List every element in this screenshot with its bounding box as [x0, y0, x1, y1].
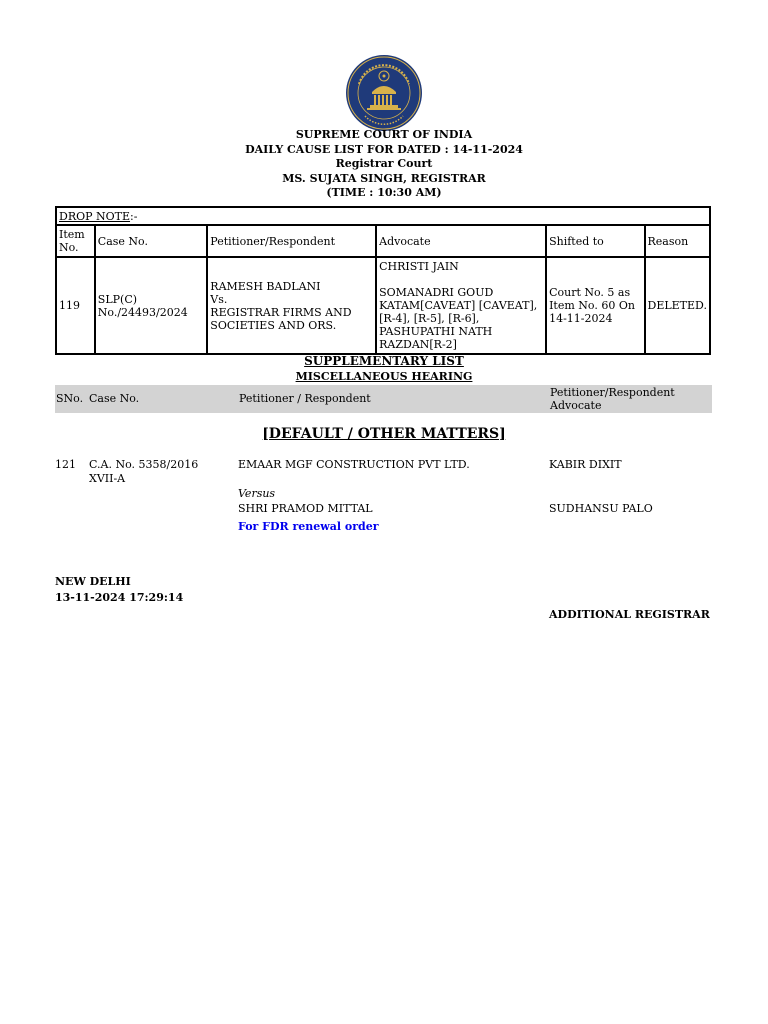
reason-cell: DELETED.: [645, 257, 711, 354]
drop-note-table: [55, 206, 711, 355]
item-case-no: C.A. No. 5358/2016 XVII-A: [89, 458, 199, 485]
list-title: DAILY CAUSE LIST FOR DATED : 14-11-2024: [245, 142, 523, 156]
col-advocate: Petitioner/Respondent Advocate: [550, 386, 675, 412]
item-respondent: SHRI PRAMOD MITTAL: [238, 502, 373, 515]
col-case-no: Case No.: [95, 225, 208, 257]
miscellaneous-hearing-title: MISCELLANEOUS HEARING: [295, 370, 473, 383]
item-note: For FDR renewal order: [238, 520, 379, 533]
col-sno: SNo.: [56, 392, 84, 405]
supreme-court-emblem-icon: [345, 54, 423, 132]
petitioner-name: RAMESH BADLANI: [210, 279, 321, 293]
footer-signatory: ADDITIONAL REGISTRAR: [549, 608, 710, 621]
item-no-cell: 119: [56, 257, 95, 354]
document-header: [0, 128, 768, 201]
table-row: [56, 257, 710, 354]
col-parties: Petitioner / Respondent: [239, 392, 371, 405]
item-respondent-advocate: SUDHANSU PALO: [549, 502, 653, 515]
officer-name: MS. SUJATA SINGH, REGISTRAR: [282, 171, 486, 185]
col-case-no: Case No.: [89, 392, 140, 405]
advocate-cell: [376, 257, 546, 354]
col-advocate: Advocate: [376, 225, 546, 257]
court-name: SUPREME COURT OF INDIA: [295, 128, 473, 141]
footer-place: NEW DELHI: [55, 575, 131, 588]
item-sno: 121: [55, 458, 76, 471]
vs-label: Vs.: [210, 292, 228, 306]
drop-note-label: DROP NOTE:-: [56, 207, 710, 225]
drop-note-header-row: [56, 225, 710, 257]
footer-timestamp: 13-11-2024 17:29:14: [55, 591, 184, 604]
col-petitioner-respondent: Petitioner/Respondent: [207, 225, 376, 257]
item-versus: Versus: [238, 487, 276, 500]
list-column-header: [55, 385, 712, 413]
respondent-name: REGISTRAR FIRMS AND SOCIETIES AND ORS.: [210, 305, 352, 332]
advocate-1: CHRISTI JAIN: [379, 260, 459, 273]
hearing-time: (TIME : 10:30 AM): [326, 186, 442, 200]
section-title: [DEFAULT / OTHER MATTERS]: [262, 426, 506, 442]
advocate-2: SOMANADRI GOUD KATAM[CAVEAT] [CAVEAT], [R-4], [R-5], [R-6], PASHUPATHI NATH RAZDAN[R-2]: [379, 286, 538, 351]
shifted-to-cell: Court No. 5 as Item No. 60 On 14-11-2024: [546, 257, 644, 354]
supplementary-list-title: SUPPLEMENTARY LIST: [304, 354, 464, 368]
col-reason: Reason: [645, 225, 711, 257]
col-item-no: Item No.: [56, 225, 95, 257]
parties-cell: [207, 257, 376, 354]
item-petitioner-advocate: KABIR DIXIT: [549, 458, 622, 471]
case-no-cell: SLP(C) No./24493/2024: [95, 257, 208, 354]
item-petitioner: EMAAR MGF CONSTRUCTION PVT LTD.: [238, 458, 470, 471]
col-shifted-to: Shifted to: [546, 225, 644, 257]
court-type: Registrar Court: [335, 157, 433, 171]
